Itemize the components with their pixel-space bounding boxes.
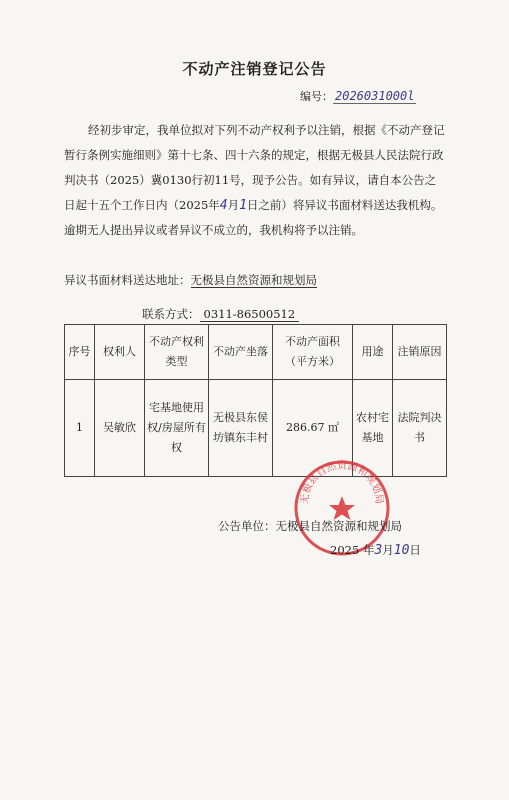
publishing-unit-value: 无极县自然资源和规划局 (275, 519, 402, 533)
publish-date-month: 3 (374, 543, 383, 558)
publish-date (330, 542, 421, 558)
notice-text-part3: 日之前）将异议书面材料送达我机构。逾期无人提出异议或者异议不成立的，我机构将予以注销。 (64, 198, 443, 237)
contact-value: 0311-86500512 (200, 307, 300, 322)
document-number-value: 2026031000l (335, 89, 415, 103)
notice-text-part1: 经初步审定，我单位拟对下列不动产权利予以注销，根据《不动产登记暂行条例实施细则》第十七条、四十六条的规定，根据无极县人民法院行政判决书（2025）冀0130行初11号，现予公告。如有异议，请自本公告之日起十五个工作日内（2025年 (64, 123, 445, 212)
document-number (300, 88, 416, 104)
cell-usage: 农村宅基地 (353, 380, 393, 477)
seal-text: 无极县自然资源和规划局 (299, 460, 385, 505)
contact-label: 联系方式： (142, 307, 200, 321)
publish-date-year: 2025 年 (330, 543, 375, 557)
notice-text-part2: 月 (227, 198, 240, 212)
deadline-month: 4 (219, 198, 228, 213)
cell-serial: 1 (65, 380, 95, 477)
publish-date-day-label: 日 (409, 543, 421, 557)
cell-owner: 吴敏欣 (95, 380, 145, 477)
header-serial: 序号 (65, 325, 95, 380)
seal-star-icon (329, 496, 355, 520)
cell-right-type: 宅基地使用权/房屋所有权 (145, 380, 209, 477)
publishing-unit (218, 518, 402, 534)
publishing-unit-label: 公告单位： (218, 519, 276, 533)
publish-date-day: 10 (393, 543, 410, 558)
header-location: 不动产坐落 (209, 325, 273, 380)
cell-area: 286.67 ㎡ (273, 380, 353, 477)
header-usage: 用途 (353, 325, 393, 380)
registration-table (64, 324, 447, 477)
publish-date-month-label: 月 (382, 543, 394, 557)
page-title: 不动产注销登记公告 (182, 60, 327, 78)
notice-paragraph (64, 118, 446, 243)
header-right-type: 不动产权利类型 (145, 325, 209, 380)
table-header-row (65, 325, 447, 380)
header-reason: 注销原因 (393, 325, 447, 380)
cell-location: 无极县东侯坊镇东丰村 (209, 380, 273, 477)
address-value: 无极县自然资源和规划局 (190, 273, 317, 287)
contact-info (142, 306, 299, 322)
address-label: 异议书面材料送达地址： (64, 273, 191, 287)
header-owner: 权利人 (95, 325, 145, 380)
objection-address (64, 272, 317, 288)
document-number-label: 编号： (300, 90, 333, 103)
header-area: 不动产面积（平方米） (273, 325, 353, 380)
cell-reason: 法院判决书 (393, 380, 447, 477)
deadline-day: 1 (239, 198, 247, 213)
